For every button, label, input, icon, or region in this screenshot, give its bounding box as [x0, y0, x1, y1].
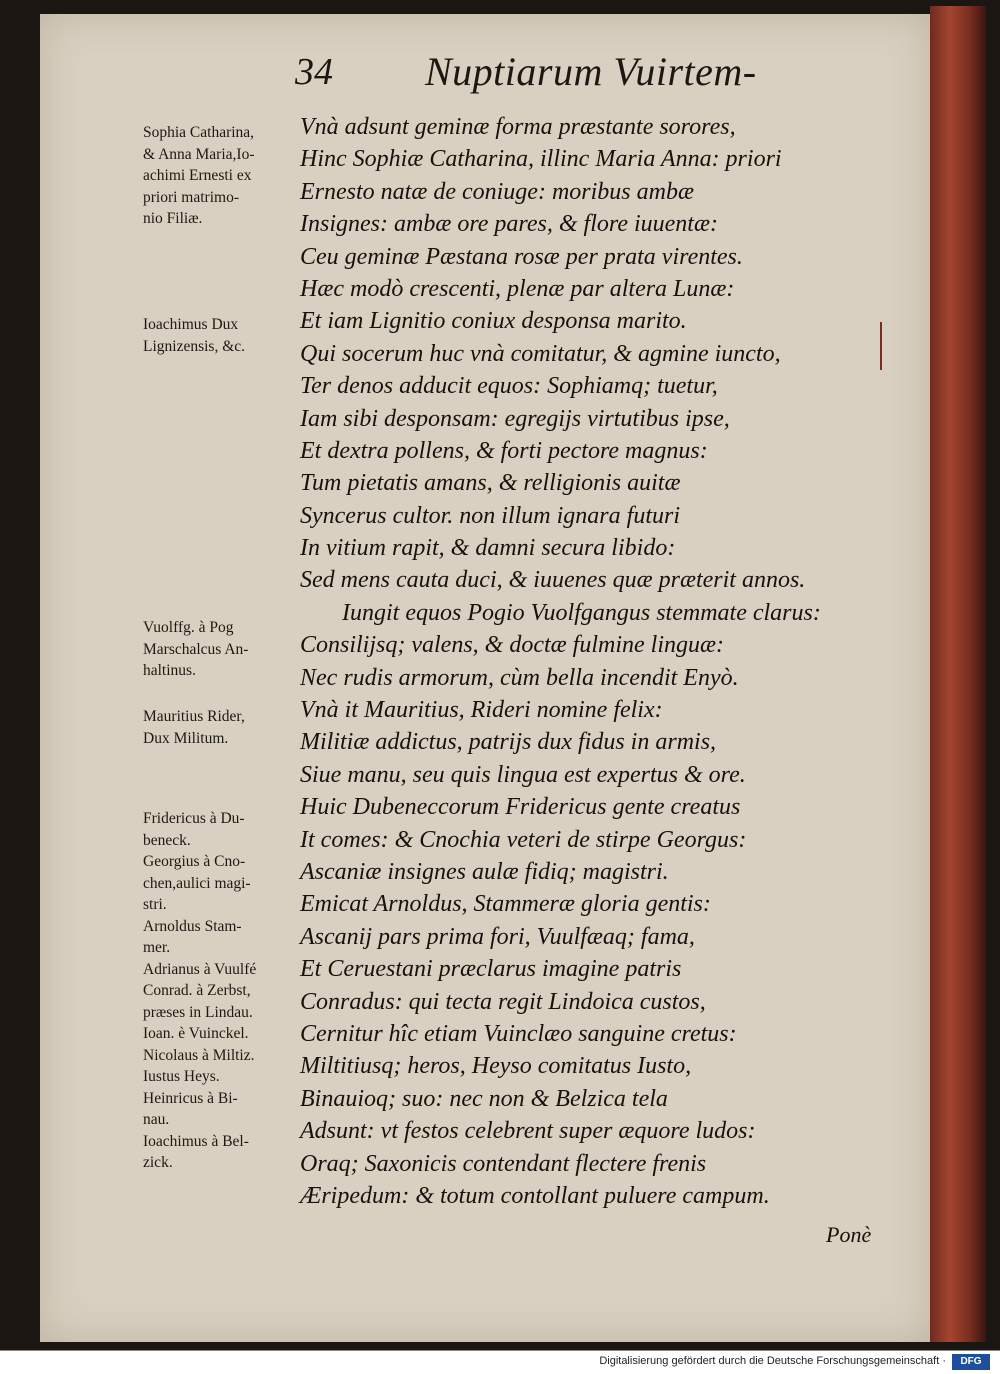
dfg-logo-icon: DFG	[952, 1354, 990, 1370]
verse-line: Conradus: qui tecta regit Lindoica custos,	[300, 988, 706, 1015]
verse-line: Ascanij pars prima fori, Vuulfæaq; fama,	[300, 923, 695, 950]
verse-line: It comes: & Cnochia veteri de stirpe Georgus:	[300, 826, 747, 853]
verse-line: Oraq; Saxonicis contendant flectere frenis	[300, 1150, 707, 1177]
verse-line: Miltitiusq; heros, Heyso comitatus Iusto,	[300, 1053, 692, 1080]
verse-body	[300, 111, 900, 1212]
page-edge-binding	[930, 6, 986, 1342]
catchword: Ponè	[826, 1222, 872, 1247]
verse-line: Ernesto natæ de coniuge: moribus ambæ	[300, 178, 694, 205]
verse-line: Insignes: ambæ ore pares, & flore iuuentæ:	[300, 211, 718, 238]
verse-line: Syncerus cultor. non illum ignara futuri	[300, 502, 680, 529]
verse-line: Consilijsq; valens, & doctæ fulmine linguæ:	[300, 632, 724, 659]
footer-credit: Digitalisierung gefördert durch die Deutsche Forschungsgemeinschaft ·	[599, 1355, 946, 1367]
verse-line: In vitium rapit, & damni secura libido:	[300, 535, 676, 562]
verse-line: Tum pietatis amans, & relligionis auitæ	[300, 470, 681, 497]
verse-line: Nec rudis armorum, cùm bella incendit Enyò.	[300, 664, 739, 691]
verse-line: Iungit equos Pogio Vuolfgangus stemmate clarus:	[342, 599, 821, 626]
verse-line: Ceu geminæ Pæstana rosæ per prata virentes.	[300, 243, 743, 270]
running-title: Nuptiarum Vuirtem-	[425, 49, 757, 94]
verse-line: Hinc Sophiæ Catharina, illinc Maria Anna: priori	[300, 146, 782, 173]
page-header	[295, 46, 855, 106]
verse-line: Binauioq; suo: nec non & Belzica tela	[300, 1085, 668, 1112]
verse-line: Huic Dubeneccorum Fridericus gente creatus	[300, 794, 741, 821]
verse-line: Vnà adsunt geminæ forma præstante sorores,	[300, 114, 736, 140]
verse-line: Siue manu, seu quis lingua est expertus & ore.	[300, 761, 746, 788]
verse-line: Sed mens cauta duci, & iuuenes quæ præterit annos.	[300, 567, 806, 594]
verse-line: Militiæ addictus, patrijs dux fidus in armis,	[300, 729, 717, 756]
footer-bar	[0, 1350, 1000, 1374]
verse-line: Adsunt: vt festos celebrent super æquore ludos:	[300, 1118, 756, 1145]
verse-line: Hæc modò crescenti, plenæ par altera Lunæ:	[300, 275, 735, 302]
margin-note-vuolffg: Vuolffg. à Pog Marschalcus An- haltinus.	[143, 619, 249, 679]
verse-line: Et iam Lignitio coniux desponsa marito.	[300, 308, 687, 335]
verse-line: Ter denos adducit equos: Sophiamq; tuetur,	[300, 373, 718, 400]
margin-note-sophia: Sophia Catharina, & Anna Maria,Io- achimi Ernesti ex priori matrimo- nio Filiæ.	[143, 124, 255, 227]
verse-line: Æripedum: & totum contollant puluere campum.	[300, 1182, 770, 1209]
verse-line: Ascaniæ insignes aulæ fidiq; magistri.	[300, 858, 669, 885]
verse-line: Vnà it Mauritius, Rideri nomine felix:	[300, 697, 663, 724]
verse-line: Emicat Arnoldus, Stammeræ gloria gentis:	[300, 891, 711, 918]
margin-note-ioachimus: Ioachimus Dux Lignizensis, &c.	[143, 316, 246, 355]
verse-line: Cernitur hîc etiam Vuinclæo sanguine cretus:	[300, 1020, 737, 1047]
verse-line: Iam sibi desponsam: egregijs virtutibus ipse,	[300, 405, 730, 432]
page-number: 34	[295, 51, 333, 93]
verse-line: Qui socerum huc vnà comitatur, & agmine iuncto,	[300, 340, 781, 367]
verse-line: Et Ceruestani præclarus imagine patris	[300, 956, 682, 983]
verse-line: Et dextra pollens, & forti pectore magnus:	[300, 437, 708, 464]
margin-note-nobles: Fridericus à Du- beneck. Georgius à Cno- chen,aulici magi- stri. Arnoldus Stam- mer. Adrianus à Vuulfé Conrad. à Zerbst, præses in Lindau. Ioan. è Vuinckel. Nicolaus à Miltiz. Iustus Heys. Heinricus à Bi- nau. Ioachimus à Bel- zick.	[143, 810, 257, 1171]
margin-note-mauritius: Mauritius Rider, Dux Militum.	[143, 708, 245, 747]
